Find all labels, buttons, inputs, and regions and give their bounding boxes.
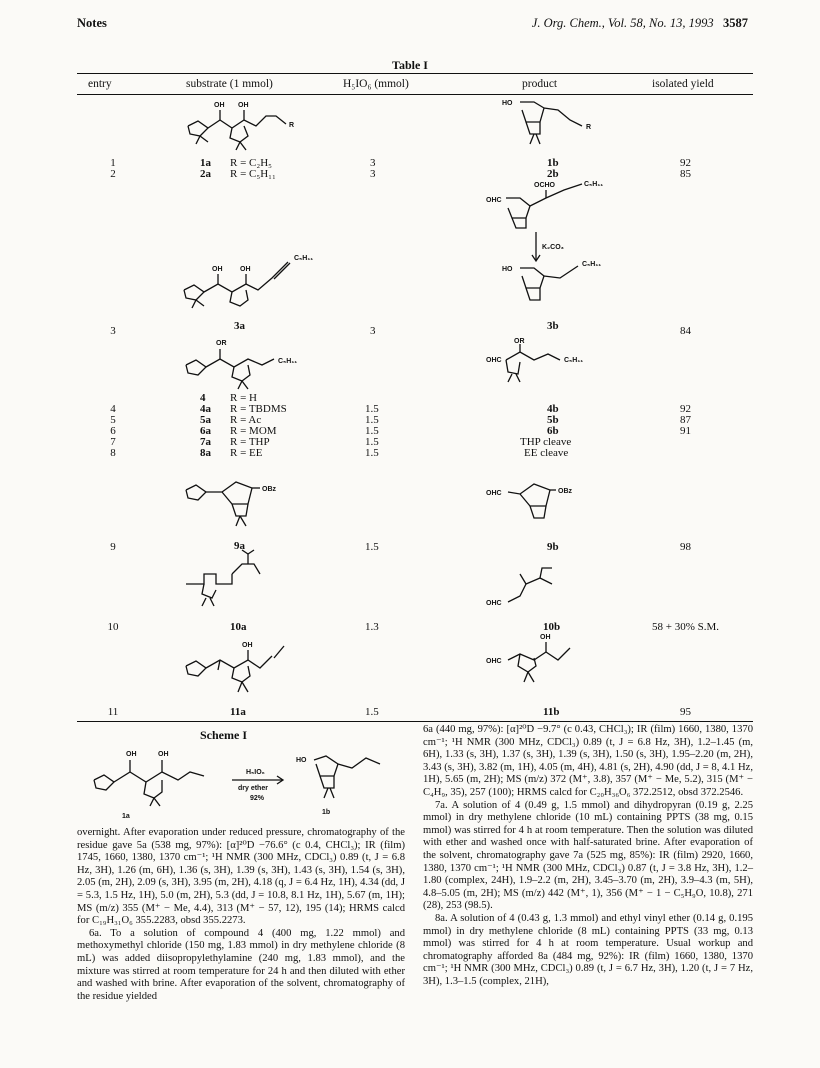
table-row-substrate: 8a xyxy=(200,447,211,459)
table-row-h5io6: 1.5 xyxy=(365,436,379,448)
paragraph: 7a. A solution of 4 (0.49 g, 1.5 mmol) and dihydropyran (0.19 g, 2.25 mmol) in dry methylene chloride (10 mL) containing PPTS (38 mg, 0.15 mmol) was stirred for 4 h at room temperature. Then the solution was diluted with ether and washed once with half-saturated brine. After evaporation of the solvent, chromatography gave 7a (525 mg, 85%): IR (film) 2920, 1660, 1380, 1370 cm⁻¹; ¹H NMR (300 MHz, CDCl₃) 0.87 (t, J = 3.8 Hz, 3H), 1.2–1.80 (complex, 24H), 1.9–2.2 (m, 2H), 3.45–3.70 (m, 2H), 3.9–4.3 (m, 5H), 4.8–5.05 (m, 2H); MS (m/z) 442 (M⁺, 1), 356 (M⁺ − 1 − C₅H₉O, 10.8), 271 (28), 253 (98.5). xyxy=(423,799,753,912)
table-row-substrate: 2a xyxy=(200,168,211,180)
table-row-entry: 7 xyxy=(110,436,116,448)
scheme-end-label: 1b xyxy=(322,809,331,816)
table-row-h5io6: 1.3 xyxy=(365,621,379,633)
table-row-r-group: R = TBDMS xyxy=(230,403,287,415)
table-row-product: 6b xyxy=(547,425,559,437)
table-row-product: 9b xyxy=(547,541,559,553)
c5h11-label: C₅H₁₁ xyxy=(278,358,298,365)
structure-3b xyxy=(500,258,650,313)
table-row-yield: 95 xyxy=(680,706,691,718)
table-bottom-rule xyxy=(77,721,753,722)
table-row-h5io6: 3 xyxy=(370,325,376,337)
table-top-rule xyxy=(77,73,753,74)
table-row-h5io6: 1.5 xyxy=(365,706,379,718)
r-label: R xyxy=(289,122,295,129)
table-title: Table I xyxy=(392,58,428,72)
body-text-right-column xyxy=(423,724,753,988)
ohc-label: OHC xyxy=(486,490,502,497)
col-h5io6-header: H₅IO₆ (mmol) xyxy=(343,78,409,90)
oh-label: OH xyxy=(240,266,251,273)
table-row-h5io6: 3 xyxy=(370,168,376,180)
scheme-solvent: dry ether xyxy=(238,785,268,792)
page-number: 3587 xyxy=(723,16,748,30)
obz-label: OBz xyxy=(558,488,572,495)
oh-label: OH xyxy=(540,634,551,641)
table-row-r-group: R = THP xyxy=(230,436,270,448)
obz-label: OBz xyxy=(262,486,276,493)
c5h11-label: C₅H₁₁ xyxy=(294,255,314,262)
ho-label: HO xyxy=(296,757,307,764)
k2co3-label: K₂CO₃ xyxy=(542,244,564,251)
table-row-r-group: R = MOM xyxy=(230,425,277,437)
scheme-start-label: 1a xyxy=(122,813,130,820)
structure-10a xyxy=(176,550,326,615)
structure-1a-2a xyxy=(178,96,308,156)
table-row-r-group: R = C₂H₅ xyxy=(230,157,272,169)
table-row-substrate: 4a xyxy=(200,403,211,415)
table-row-yield: 92 xyxy=(680,403,691,415)
table-row-product: 4b xyxy=(547,403,559,415)
ohc-label: OHC xyxy=(486,197,502,204)
ho-label: HO xyxy=(502,266,513,273)
oh-label: OH xyxy=(126,751,137,758)
ho-label: HO xyxy=(502,100,513,107)
table-row-substrate: 5a xyxy=(200,414,211,426)
table-header-rule xyxy=(77,94,753,95)
table-row-product: EE cleave xyxy=(524,447,569,459)
table-row-yield: 58 + 30% S.M. xyxy=(652,621,720,633)
ohc-label: OHC xyxy=(486,357,502,364)
table-row-entry: 2 xyxy=(110,168,116,180)
table-row-r-group: R = H xyxy=(230,392,257,404)
oh-label: OH xyxy=(238,102,249,109)
table-row-product: 5b xyxy=(547,414,559,426)
table-row-r-group: R = Ac xyxy=(230,414,262,426)
table-row-h5io6: 1.5 xyxy=(365,425,379,437)
table-row-r-group: R = C₅H₁₁ xyxy=(230,168,276,180)
journal-citation: J. Org. Chem., Vol. 58, No. 13, 1993 xyxy=(531,16,714,30)
paragraph: 6a. To a solution of compound 4 (400 mg, 1.22 mmol) and methoxymethyl chloride (150 mg, 1.83 mmol) in dry methylene chloride (8 mL) was added diisopropylethylamine (240 mg, 1.83 mmol), and the mixture was stirred at room temperature for 24 h and then diluted with ether and washed with brine. After evaporation of the solvent, chromatography of the residue yielded xyxy=(77,927,405,1002)
scheme-yield: 92% xyxy=(250,795,265,802)
table-row-yield: 91 xyxy=(680,425,691,437)
table-row-substrate: 1a xyxy=(200,157,211,169)
structure-11a xyxy=(176,640,326,705)
col-substrate-header: substrate (1 mmol) xyxy=(186,78,273,90)
table-row-substrate: 3a xyxy=(234,320,245,332)
running-head-right xyxy=(532,16,748,31)
scheme-i-diagram xyxy=(82,742,412,822)
oh-label: OH xyxy=(158,751,169,758)
table-row-product: 1b xyxy=(547,157,559,169)
table-row-yield: 87 xyxy=(680,414,691,426)
structure-1b-2b xyxy=(500,96,620,156)
table-row-product: 3b xyxy=(547,320,559,332)
c5h11-label: C₅H₁₁ xyxy=(582,261,602,268)
or-label: OR xyxy=(514,338,525,345)
table-row-substrate: 7a xyxy=(200,436,211,448)
table-row-entry: 4 xyxy=(110,403,116,415)
table-row-h5io6: 1.5 xyxy=(365,414,379,426)
ohc-label: OHC xyxy=(486,600,502,607)
table-row-yield: 92 xyxy=(680,157,691,169)
r-label: R xyxy=(586,124,592,131)
col-product-header: product xyxy=(522,78,558,90)
table-row-product: THP cleave xyxy=(520,436,572,448)
col-entry-header: entry xyxy=(88,78,112,90)
oh-label: OH xyxy=(212,266,223,273)
table-row-yield: 98 xyxy=(680,541,691,553)
structure-4b-6b xyxy=(486,340,636,390)
structure-3a xyxy=(172,248,352,313)
table-row-h5io6: 1.5 xyxy=(365,403,379,415)
table-row-product: 2b xyxy=(547,168,559,180)
table-row-entry: 1 xyxy=(110,157,116,169)
oh-label: OH xyxy=(242,642,253,649)
paragraph: overnight. After evaporation under reduced pressure, chromatography of the residue gave 5a (538 mg, 97%): [α]²⁰D −76.6° (c 0.4, CHCl₃); IR (film) 1745, 1660, 1380, 1370 cm⁻¹; ¹H NMR (300 MHz, CDCl₃) 0.89 (t, J = 6.8 Hz, 3H), 1.26 (m, 6H), 1.36 (s, 3H), 1.39 (s, 3H), 1.43 (s, 3H), 1.54 (s, 3H), 2.05 (m, 2H), 2.09 (s, 3H), 3.95 (m, 2H), 4.18 (q, J = 6.4 Hz, 1H), 4.34 (dd, J = 5.3, 1.5 Hz, 1H), 5.0 (m, 2H), 5.3 (dd, J = 10.8, 8.1 Hz, 1H), 5.67 (m, 1H); MS (m/z) 355 (M⁺ − Me, 4.4), 313 (M⁺ − 57, 12), 195 (14); HRMS calcd for C₁₉H₃₁O₆ 355.2283, obsd 355.2273. xyxy=(77,827,405,927)
structure-10b xyxy=(486,560,636,620)
running-head-left: Notes xyxy=(77,16,107,30)
c5h11-label: C₅H₁₁ xyxy=(584,181,604,188)
structure-9b xyxy=(486,480,636,540)
table-row-h5io6: 1.5 xyxy=(365,541,379,553)
table-row-entry: 11 xyxy=(107,706,119,718)
c5h11-label: C₅H₁₁ xyxy=(564,357,584,364)
table-row-entry: 8 xyxy=(110,447,116,459)
body-text-left-column xyxy=(77,827,405,1003)
col-yield-header: isolated yield xyxy=(652,78,714,90)
structure-9a xyxy=(176,470,326,535)
table-row-h5io6: 1.5 xyxy=(365,447,379,459)
table-row-substrate: 6a xyxy=(200,425,211,437)
table-row-product: 11b xyxy=(543,706,560,718)
table-row-h5io6: 3 xyxy=(370,157,376,169)
paragraph: 8a. A solution of 4 (0.43 g, 1.3 mmol) and ethyl vinyl ether (0.14 g, 0.195 mmol) in dry methylene chloride (8 mL) containing PPTS (33 mg, 0.13 mmol) was stirred for 4 h at room temperature. Usual workup and chromatography afforded 8a (484 mg, 92%): IR (film) 1660, 1380, 1370 cm⁻¹; ¹H NMR (300 MHz, CDCl₃) 0.89 (t, J = 6.7 Hz, 3H), 1.20 (t, J = 7 Hz, 3H), 1.3–1.5 (complex, 21H), xyxy=(423,912,753,987)
table-row-substrate: 11a xyxy=(230,706,246,718)
oh-label: OH xyxy=(214,102,225,109)
structure-11b xyxy=(486,630,636,705)
table-row-entry: 3 xyxy=(110,325,116,337)
table-row-entry: 9 xyxy=(110,541,116,553)
paragraph: 6a (440 mg, 97%): [α]²⁰D −9.7° (c 0.43, CHCl₃); IR (film) 1660, 1380, 1370 cm⁻¹; ¹H NMR (300 MHz, CDCl₃) 0.89 (t, J = 6.8 Hz, 3H), 1.2–1.45 (m, 6H), 1.33 (s, 3H), 1.37 (s, 3H), 1.39 (s, 3H), 1.50 (s, 3H), 1.95–2.20 (m, 2H), 3.43 (s, 3H), 3.82 (m, 1H), 4.05 (m, 4H), 4.81 (s, 2H), 4.90 (dd, J = 8, 4.1 Hz, 1H), 5.65 (m, 2H); MS (m/z) 372 (M⁺, 3.8), 357 (M⁺ − Me, 5.2), 315 (M⁺ − C₄H₉, 35), 257 (100); HRMS calcd for C₂₀H₃₆O₆ 372.2512, obsd 372.2546. xyxy=(423,724,753,798)
table-row-product: 10b xyxy=(543,621,561,633)
table-row-substrate: 9a xyxy=(234,540,245,552)
table-row-entry: 10 xyxy=(107,621,119,633)
ocho-label: OCHO xyxy=(534,182,555,189)
table-row-yield: 84 xyxy=(680,325,691,337)
or-label: OR xyxy=(216,340,227,347)
ohc-label: OHC xyxy=(486,658,502,665)
table-row-entry: 6 xyxy=(110,425,116,437)
table-row-yield: 85 xyxy=(680,168,691,180)
table-row-entry: 5 xyxy=(110,414,116,426)
scheme-title: Scheme I xyxy=(200,728,247,742)
structure-4-series xyxy=(176,335,326,390)
table-row-r-group: R = EE xyxy=(230,447,263,459)
table-row-substrate: 4 xyxy=(200,392,206,404)
table-row-substrate: 10a xyxy=(230,621,247,633)
scheme-reagent: H₅IO₆ xyxy=(246,769,265,776)
